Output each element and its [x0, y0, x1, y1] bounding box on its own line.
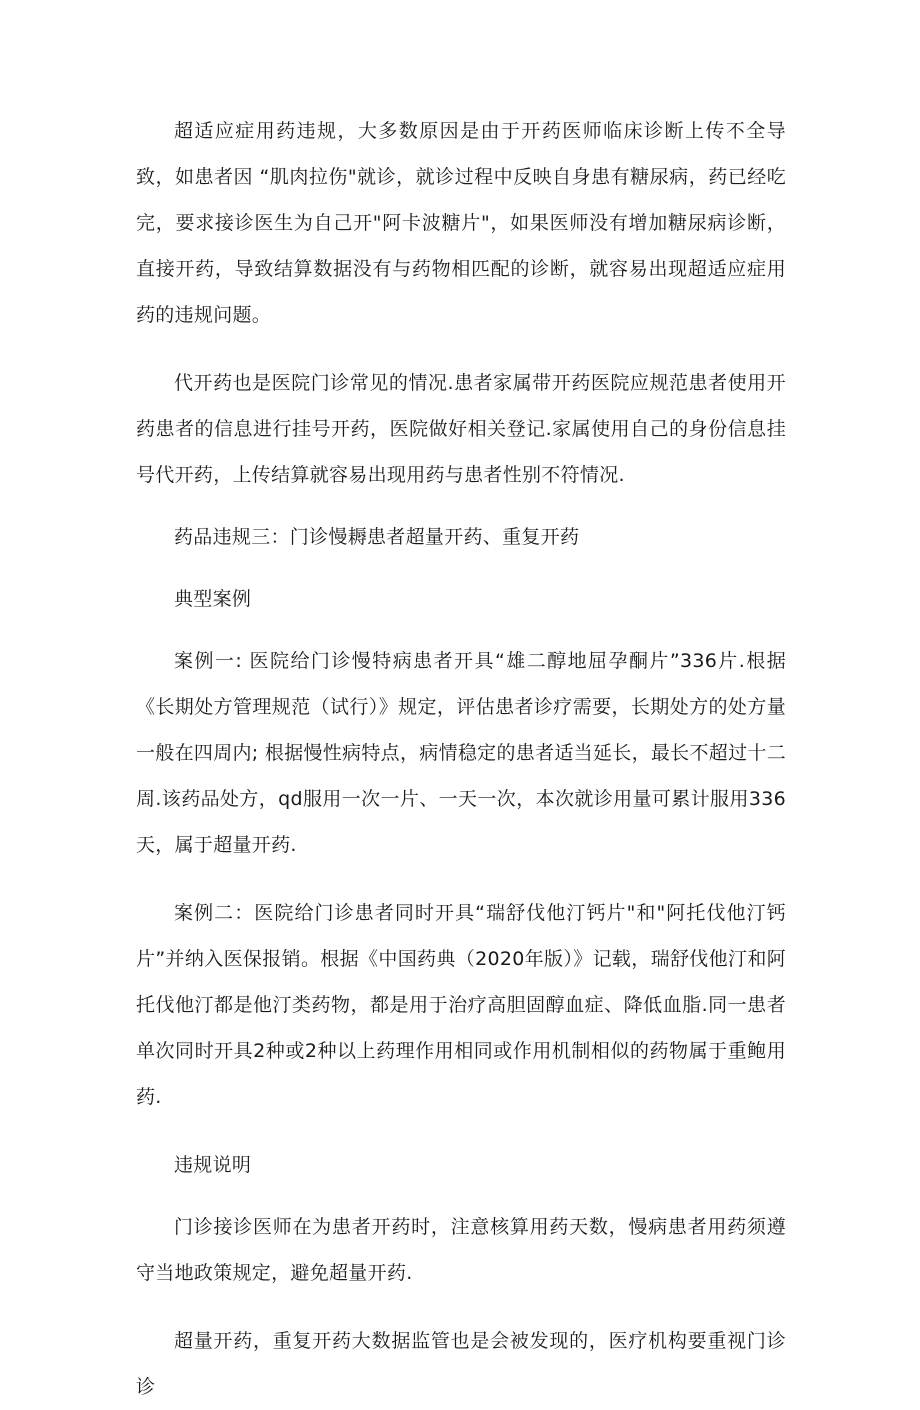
paragraph-big-data-supervision: 超量开药，重复开药大数据监管也是会被发现的，医疗机构要重视门诊诊: [136, 1330, 786, 1398]
paragraph-off-label-use: 超适应症用药违规，大多数原因是由于开药医师临床诊断上传不全导致，如患者因 “肌肉拉伤"就诊，就诊过程中反映自身患有糖尿病，药已经吃完，要求接诊医生为自己开"阿卡波糖片"，如果医师没有增加糖尿病诊断，直接开药，导致结算数据没有与药物相匹配的诊断，就容易出现超适应症用药的违规问题。: [136, 120, 786, 326]
paragraph-violation-explanation: 门诊接诊医师在为患者开药时，注意核算用药天数，慢病患者用药须遵守当地政策规定，避免超量开药.: [136, 1216, 786, 1284]
section-heading-violation-three: 药品违规三：门诊慢耨患者超量开药、重复开药: [174, 526, 580, 548]
paragraph-proxy-prescription: 代开药也是医院门诊常见的情况.患者家属带开药医院应规范患者使用开药患者的信息进行挂号开药，医院做好相关登记.家属使用自己的身份信息挂号代开药，上传结算就容易出现用药与患者性别不符情况.: [136, 372, 786, 486]
subheading-violation-notes: 违规说明: [174, 1154, 252, 1176]
paragraph-case-two: 案例二：医院给门诊患者同时开具“瑞舒伐他汀钙片"和"阿托伐他汀钙片”并纳入医保报销。根据《中国药典（2020年版）》记载，瑞舒伐他汀和阿托伐他汀都是他汀类药物，都是用于治疗高胆固醇血症、降低血脂.同一患者单次同时开具2种或2种以上药理作用相同或作用机制相似的药物属于重鲍用药.: [136, 902, 786, 1108]
subheading-typical-cases: 典型案例: [174, 588, 252, 610]
document-body: [136, 108, 786, 1410]
paragraph-case-one: 案例一: 医院给门诊慢特病患者开具“雄二醇地屈孕酮片”336片.根据《长期处方管理规范（试行）》规定，评估患者诊疗需要，长期处方的处方量一般在四周内; 根据慢性病特点，病情稳定的患者适当延长，最长不超过十二周.该药品处方，qd服用一次一片、一天一次，本次就诊用量可累计服用336天，属于超量开药.: [136, 650, 786, 856]
